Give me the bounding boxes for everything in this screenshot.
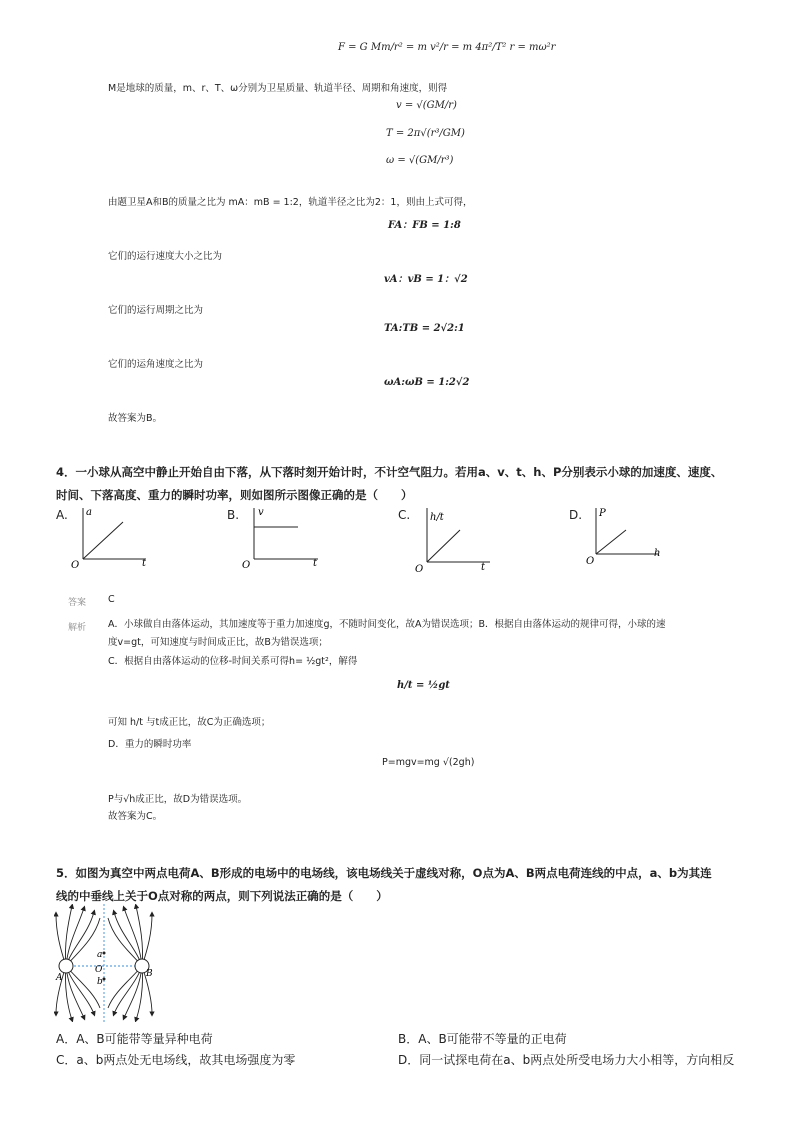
graph-b-x-label: t — [313, 558, 318, 569]
graph-b-origin: O — [242, 560, 251, 571]
q4-option-c[interactable]: C. — [398, 508, 411, 522]
fig-label-b-point: b — [97, 977, 103, 987]
earth-mass-line: M是地球的质量，m、r、T、ω分别为卫星质量、轨道半径、周期和角速度，则得 — [108, 83, 448, 94]
speed-ratio: vA：vB = 1：√2 — [384, 274, 468, 285]
analysis-line2: 度v=gt，可知速度与时间成正比，故B为错误选项； — [108, 637, 328, 648]
graph-d — [582, 504, 672, 570]
q5-line2: 线的中垂线上关于O点对称的两点，则下列说法正确的是（ ） — [56, 889, 388, 903]
mass-ratio-line: 由题卫星A和B的质量之比为 mA：mB = 1:2，轨道半径之比为2：1，则由上式可得， — [108, 197, 473, 208]
q4-option-a[interactable]: A. — [56, 508, 68, 522]
q4-option-b[interactable]: B. — [227, 508, 240, 522]
eq-power: P=mgv=mg √(2gh) — [382, 757, 475, 768]
analysis-line3: C．根据自由落体运动的位移-时间关系可得h= ½gt²，解得 — [108, 656, 358, 667]
analysis-line1: A．小球做自由落体运动，其加速度等于重力加速度g，不随时间变化，故A为错误选项；B．根据自由落体运动的规律可得，小球的速 — [108, 619, 666, 630]
q4-line1: 4．一小球从高空中静止开始自由下落，从下落时刻开始计时，不计空气阻力。若用a、v、t、h、P分别表示小球的加速度、速度、 — [56, 465, 723, 479]
graph-a-origin: O — [71, 560, 80, 571]
fig-label-a-charge: A — [56, 973, 63, 983]
period-ratio: TA:TB = 2√2:1 — [384, 323, 465, 334]
answer-label: 答案 — [68, 598, 87, 608]
graph-c-origin: O — [415, 564, 424, 575]
speed-text: 它们的运行速度大小之比为 — [108, 251, 223, 262]
graph-d-origin: O — [586, 556, 595, 567]
period-text: 它们的运行周期之比为 — [108, 305, 204, 316]
graph-a-y-label: a — [86, 507, 92, 518]
analysis-line4: 可知 h/t 与t成正比，故C为正确选项； — [108, 717, 271, 728]
top-formula: F = G Mm/r² = m v²/r = m 4π²/T² r = mω²r — [338, 42, 556, 53]
eq-T: T = 2π√(r³/GM) — [386, 128, 465, 139]
q5-option-c[interactable]: C．a、b两点处无电场线，故其电场强度为零 — [56, 1053, 296, 1067]
angular-ratio: ωA:ωB = 1:2√2 — [384, 377, 470, 388]
q4-line2: 时间、下落高度、重力的瞬时功率，则如图所示图像正确的是（ ） — [56, 488, 413, 502]
graph-b-y-label: v — [258, 507, 264, 518]
analysis-line7: 故答案为C。 — [108, 811, 163, 822]
fig-label-b-charge: B — [146, 969, 153, 979]
q5-option-a[interactable]: A．A、B可能带等量异种电荷 — [56, 1032, 213, 1046]
fig-label-a-point: a — [97, 950, 103, 960]
eq-h-over-t: h/t = ½gt — [397, 680, 450, 691]
graph-c-x-label: t — [481, 562, 486, 573]
graph-d-y-label: P — [599, 508, 606, 519]
fig-label-o: O — [95, 965, 103, 975]
answer-value: C — [108, 594, 115, 605]
graph-c — [412, 504, 502, 576]
answer-b: 故答案为B。 — [108, 413, 163, 424]
q5-line1: 5．如图为真空中两点电荷A、B形成的电场中的电场线，该电场线关于虚线对称，O点为A、B两点电荷连线的中点，a、b为其连 — [56, 866, 712, 880]
graph-b — [240, 504, 330, 574]
q5-option-d[interactable]: D．同一试探电荷在a、b两点处所受电场力大小相等，方向相反 — [398, 1053, 735, 1067]
graph-d-x-label: h — [654, 548, 661, 559]
analysis-label: 解析 — [68, 623, 87, 633]
graph-a — [68, 504, 158, 574]
analysis-line6: P与√h成正比，故D为错误选项。 — [108, 794, 248, 805]
q4-option-d[interactable]: D. — [569, 508, 583, 522]
graph-c-y-label: h/t — [430, 512, 444, 523]
eq-v: v = √(GM/r) — [396, 100, 457, 111]
eq-omega: ω = √(GM/r³) — [386, 155, 454, 166]
electric-field-figure — [54, 904, 164, 1022]
angular-text: 它们的运角速度之比为 — [108, 359, 204, 370]
graph-a-x-label: t — [142, 558, 147, 569]
force-ratio: FA：FB = 1:8 — [388, 220, 461, 231]
analysis-line5: D．重力的瞬时功率 — [108, 739, 192, 750]
q5-option-b[interactable]: B．A、B可能带不等量的正电荷 — [398, 1032, 567, 1046]
